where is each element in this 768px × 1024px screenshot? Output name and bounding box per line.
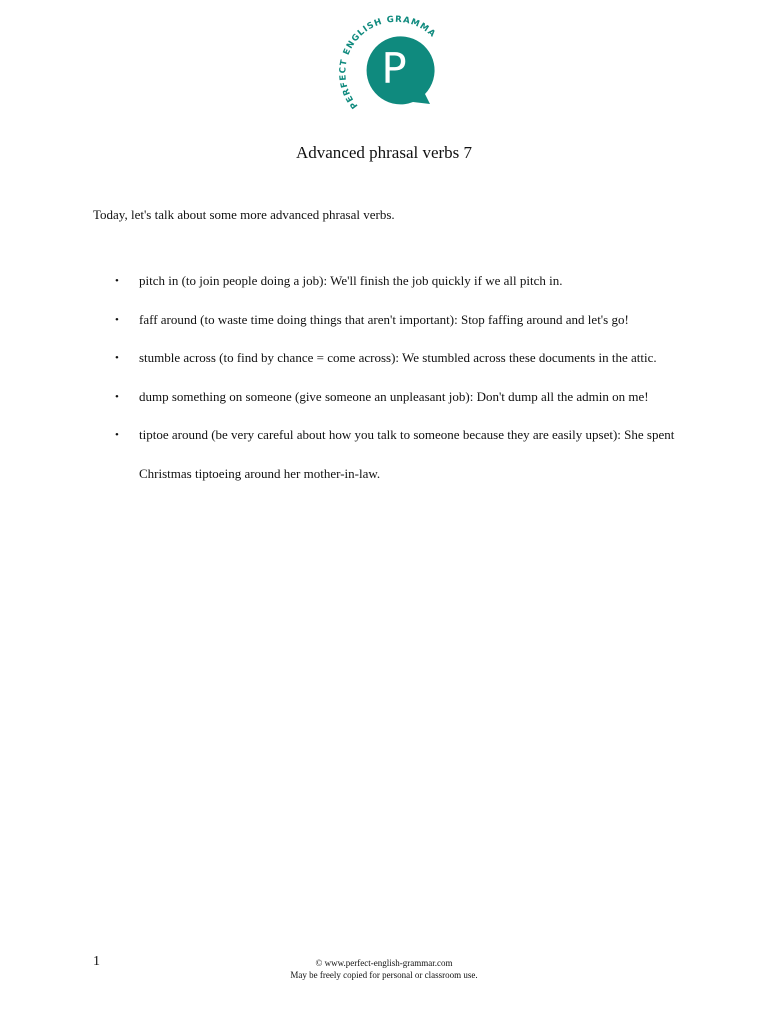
- list-item-text: faff around (to waste time doing things that aren't important): Stop faffing around and let's go!: [139, 311, 629, 327]
- footer-notice: May be freely copied for personal or classroom use.: [290, 970, 478, 980]
- list-item: [0, 416, 768, 493]
- bullet-icon: •: [115, 275, 119, 287]
- list-item: [0, 262, 768, 301]
- bullet-icon: •: [115, 429, 119, 441]
- logo-graphic: [318, 10, 448, 120]
- logo-arc-text: PERFECT ENGLISH GRAMMA: [338, 14, 438, 111]
- phrasal-verb-list: [0, 262, 768, 493]
- logo-letter: P: [381, 44, 407, 93]
- list-item-text: dump something on someone (give someone an unpleasant job): Don't dump all the admin on me!: [139, 388, 649, 404]
- list-item-text: pitch in (to join people doing a job): We'll finish the job quickly if we all pitch in.: [139, 273, 563, 288]
- page-footer: [0, 957, 768, 981]
- footer-copyright: © www.perfect-english-grammar.com: [315, 958, 453, 968]
- bullet-icon: •: [115, 313, 119, 326]
- bullet-icon: •: [115, 390, 119, 403]
- page-number: 1: [93, 954, 100, 969]
- list-item-text: tiptoe around (be very careful about how you talk to someone because they are easily upset): She spent Christmas tiptoeing around her mother-in-law.: [139, 427, 675, 481]
- list-item: [0, 301, 768, 340]
- document-title: Advanced phrasal verbs 7: [295, 143, 473, 162]
- list-item: [0, 339, 768, 378]
- intro-paragraph: Today, let's talk about some more advanced phrasal verbs.: [93, 207, 395, 222]
- list-item-text: stumble across (to find by chance = come across): We stumbled across these documents in the attic.: [139, 350, 657, 365]
- bullet-icon: •: [115, 352, 119, 364]
- list-item: [0, 378, 768, 417]
- perfect-english-grammar-logo: [318, 10, 448, 120]
